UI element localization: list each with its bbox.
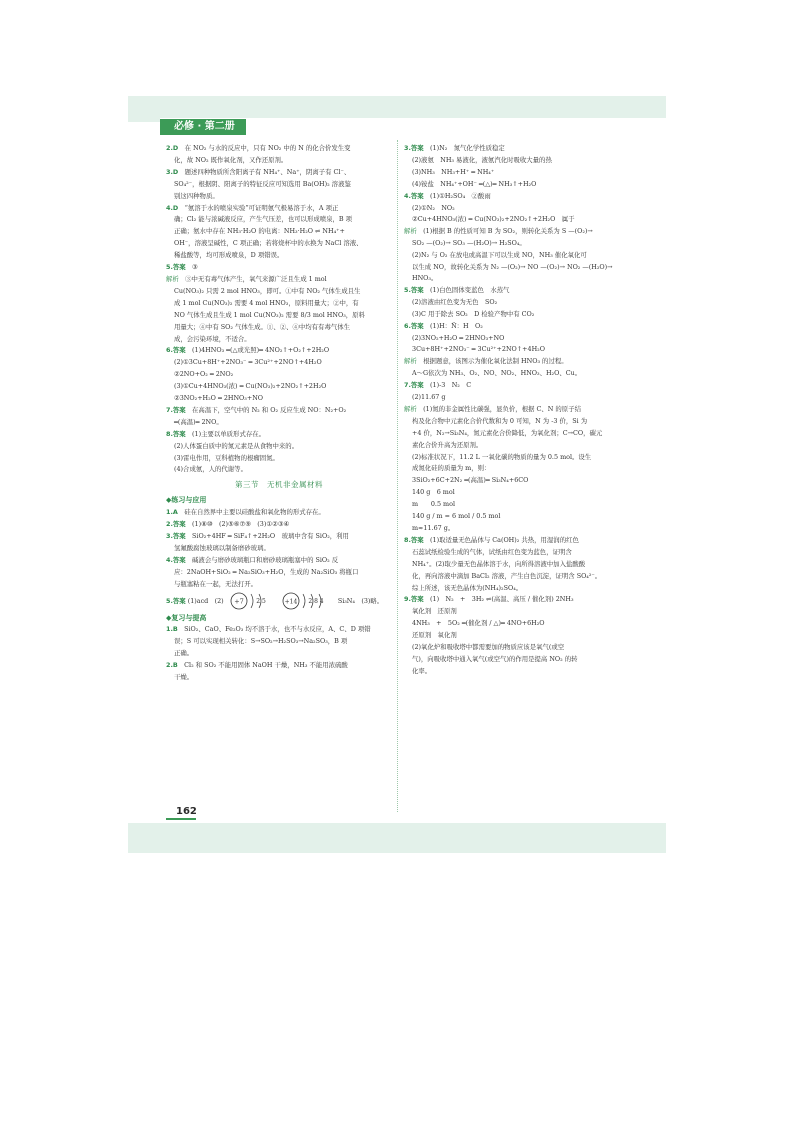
item-number: 解析 bbox=[404, 227, 424, 236]
answer-text: 干燥。 bbox=[174, 673, 194, 682]
answer-text: (1)-3 N₂ C bbox=[430, 381, 472, 390]
shell-electrons: 2 5 bbox=[255, 597, 266, 605]
answer-text: (2)液氨 NH₃ 易液化，液氨汽化时吸收大量的热 bbox=[412, 155, 552, 164]
answer-line bbox=[166, 579, 392, 590]
answer-text: SiO₂、CaO、Fe₂O₃ 均不溶于水，也不与水反应，A、C、D 项错 bbox=[184, 625, 371, 634]
answer-line bbox=[404, 262, 622, 284]
answer-text: 综上所述，该无色晶体为(NH₄)₂SO₄。 bbox=[412, 583, 523, 592]
answer-text: (1) N₂ + 3H₂ ⇌(高温、高压 / 催化剂) 2NH₃ bbox=[430, 595, 574, 604]
answer-line bbox=[166, 543, 392, 554]
answer-line bbox=[166, 429, 392, 440]
item-number: 8.答案 bbox=[404, 535, 431, 544]
answer-text: ②Cu+4HNO₃(浓) ═ Cu(NO₃)₂+2NO₂↑+2H₂O 属于 bbox=[412, 215, 575, 224]
answer-line bbox=[404, 594, 622, 605]
answer-line bbox=[166, 393, 392, 404]
answer-line bbox=[166, 519, 392, 530]
answer-text: 成氮化硅的质量为 m，则： bbox=[412, 464, 491, 473]
answer-line bbox=[404, 499, 622, 510]
answer-text: (2)11.67 g bbox=[412, 393, 446, 402]
answer-text: 4NH₃ + 5O₂ ═(催化剂 / △)═ 4NO+6H₂O bbox=[412, 619, 545, 628]
answer-text: ③ bbox=[192, 263, 198, 272]
answer-line bbox=[404, 630, 622, 641]
answer-line bbox=[166, 381, 392, 392]
item-number: 2.B bbox=[166, 661, 185, 670]
answer-line bbox=[166, 453, 392, 464]
answer-line bbox=[404, 250, 622, 261]
answer-line bbox=[166, 155, 392, 166]
answer-text: 成，会污染环境，不适合。 bbox=[174, 334, 251, 343]
answer-line bbox=[404, 452, 622, 463]
item-number: 解析 bbox=[404, 357, 424, 366]
shell-electrons: 2 8 4 bbox=[308, 597, 324, 605]
answer-line bbox=[404, 309, 622, 320]
answer-text: SO₂ —(O₂)→ SO₃ —(H₂O)→ H₂SO₄。 bbox=[412, 239, 526, 248]
answer-line bbox=[404, 143, 622, 154]
answer-line bbox=[166, 369, 392, 380]
sub-heading-review: ◆复习与提高 bbox=[166, 613, 207, 622]
answer-text: 确；Cl₂ 能与浓碱液反应，产生气压差，也可以形成喷泉，B 项 bbox=[174, 215, 353, 224]
answer-line bbox=[166, 310, 392, 321]
answer-text: 140 g 6 mol bbox=[412, 488, 455, 497]
answer-line bbox=[404, 571, 622, 582]
answer-text: (1)H：N̈：H O₂ bbox=[430, 321, 483, 330]
answer-line bbox=[404, 475, 622, 486]
answer-line bbox=[404, 368, 622, 379]
answer-line bbox=[404, 654, 622, 665]
answer-item bbox=[166, 345, 392, 404]
answer-item bbox=[166, 531, 392, 554]
answer-text: 用量大；④中有 SO₂ 气体生成。①、②、④中均有有毒气体生 bbox=[174, 322, 351, 331]
answer-text: (3)NH₃ NH₃+H⁺ ═ NH₄⁺ bbox=[412, 167, 495, 176]
answer-text: 化，故 NO₂ 既作氧化剂，又作还原剂。 bbox=[174, 155, 288, 164]
answer-line bbox=[404, 440, 622, 451]
answer-line bbox=[166, 555, 392, 566]
answer-line bbox=[166, 405, 392, 416]
answer-line bbox=[404, 606, 622, 617]
answer-item bbox=[166, 203, 392, 262]
answer-text: (1)4HNO₃ ═(△或光照)═ 4NO₂↑+O₂↑+2H₂O bbox=[192, 346, 330, 355]
answer-text: Cl₂ 和 SO₂ 不能用固体 NaOH 干燥，NH₃ 不能用浓硫酸 bbox=[184, 661, 348, 670]
answer-line bbox=[166, 648, 392, 659]
answer-text: (2)3NO₂+H₂O ═ 2HNO₃+NO bbox=[412, 333, 505, 342]
answer-line bbox=[166, 507, 392, 518]
answer-item bbox=[166, 262, 392, 273]
answer-line bbox=[404, 392, 622, 403]
column-divider bbox=[397, 140, 398, 812]
answer-text: (1)N₂ 氮气化学性质稳定 bbox=[430, 144, 505, 152]
answer-line bbox=[166, 334, 392, 345]
answer-text: (1)氮的非金属性比碳强，显负价，根据 C、N 的原子结 bbox=[423, 404, 581, 413]
answer-item bbox=[404, 356, 622, 379]
answer-text: ③中无有毒气体产生，氧气来源广泛且生成 1 mol bbox=[185, 274, 327, 283]
answer-item bbox=[404, 191, 622, 226]
answer-line bbox=[166, 417, 392, 428]
item-5-part-b: Si₃N₄ (3)略。 bbox=[337, 596, 384, 605]
answer-text: 以生成 NO，故转化关系为 N₂ —(O₂)→ NO —(O₂)→ NO₂ —(H₂O)→ HNO₃。 bbox=[412, 263, 613, 282]
answer-text: 成 1 mol Cu(NO₃)₂ 需要 4 mol HNO₃，原料用量大；②中，有 bbox=[174, 298, 359, 307]
item-number: 2.答案 bbox=[166, 520, 193, 529]
answer-text: 构及化合物中元素化合价代数和为 0 可知，N 为 -3 价，Si 为 bbox=[412, 416, 588, 425]
answer-line bbox=[166, 286, 392, 297]
answer-line bbox=[404, 547, 622, 558]
item-number: 5.答案 bbox=[166, 596, 186, 605]
answer-line bbox=[404, 583, 622, 594]
answer-text: 误；S 可以实现相关转化：S→SO₂→H₂SO₃→Na₂SO₃，B 项 bbox=[174, 637, 348, 646]
answer-text: 3SiO₂+6C+2N₂ ═(高温)═ Si₃N₄+6CO bbox=[412, 476, 529, 485]
answer-item bbox=[166, 624, 392, 659]
answer-text: 应：2NaOH+SiO₂ ═ Na₂SiO₃+H₂O，生成的 Na₂SiO₃ 将瓶口 bbox=[174, 567, 359, 576]
answer-item bbox=[166, 660, 392, 683]
answer-text: (2)氧化炉和吸收塔中都需要加的物质应该是氧气(或空 bbox=[412, 643, 565, 652]
answer-text: 还原剂 氧化剂 bbox=[412, 631, 457, 640]
answer-line bbox=[404, 559, 622, 570]
answer-line bbox=[404, 238, 622, 249]
answer-line bbox=[166, 636, 392, 647]
answer-text: 硅在自然界中主要以硅酸盐和氧化物的形式存在。 bbox=[184, 508, 325, 517]
answer-line bbox=[166, 250, 392, 261]
answer-text: Cu(NO₃)₂ 只需 2 mol HNO₃，即可。①中有 NO₂ 气体生成且生 bbox=[174, 286, 361, 295]
answer-text: +4 价，N₂→Si₃N₄，氮元素化合价降低，为氧化剂；C→CO，碳元 bbox=[412, 428, 603, 437]
answer-line bbox=[404, 203, 622, 214]
answer-text: (4)铵盐 NH₄⁺+OH⁻ ═(△)═ NH₃↑+H₂O bbox=[412, 179, 537, 188]
answer-text: 化率。 bbox=[412, 666, 432, 675]
page-number-underline bbox=[166, 818, 196, 820]
answer-text: (2)①3Cu+8H⁺+2NO₃⁻ ═ 3Cu²⁺+2NO↑+4H₂O bbox=[174, 358, 322, 367]
answer-line bbox=[166, 660, 392, 671]
answer-line bbox=[404, 666, 622, 677]
answer-text: 别这四种物质。 bbox=[174, 191, 219, 200]
item-number: 1.A bbox=[166, 508, 185, 517]
answer-line bbox=[166, 238, 392, 249]
answer-text: (3)雷电作用，豆科植物的根瘤固氮。 bbox=[174, 453, 279, 462]
answer-text: 石蕊试纸检验生成的气体，试纸由红色变为蓝色，证明含 bbox=[412, 547, 572, 556]
answer-line bbox=[404, 167, 622, 178]
answer-line bbox=[404, 179, 622, 190]
page-number: 162 bbox=[176, 806, 197, 817]
answer-text: 氢氟酸腐蚀玻璃以制备磨砂玻璃。 bbox=[174, 543, 270, 552]
item-number: 8.答案 bbox=[166, 429, 193, 438]
answer-line bbox=[166, 624, 392, 635]
answer-line bbox=[166, 531, 392, 542]
answer-line bbox=[166, 191, 392, 202]
answer-text: 正确。 bbox=[174, 649, 194, 658]
answer-item bbox=[404, 226, 622, 284]
silicon-atom-diagram bbox=[281, 591, 333, 611]
answer-line bbox=[404, 285, 622, 296]
answer-text: (1)取适量无色晶体与 Ca(OH)₂ 共热，用湿润的红色 bbox=[430, 535, 579, 544]
answer-line bbox=[166, 672, 392, 683]
answer-line bbox=[404, 333, 622, 344]
item-number: 4.答案 bbox=[404, 191, 431, 200]
answer-line bbox=[404, 428, 622, 439]
answer-text: (1)①H₂SO₄ ②酸雨 bbox=[430, 191, 491, 200]
item-number: 解析 bbox=[404, 404, 424, 413]
answer-line bbox=[166, 274, 392, 285]
answer-text: 3Cu+8H⁺+2NO₃⁻ ═ 3Cu²⁺+2NO↑+4H₂O bbox=[412, 345, 545, 354]
answer-line bbox=[404, 642, 622, 653]
right-items bbox=[404, 143, 622, 677]
answer-item bbox=[166, 274, 392, 344]
answer-text: 与瓶塞粘在一起，无法打开。 bbox=[174, 579, 258, 588]
item-number: 7.答案 bbox=[166, 405, 193, 414]
answer-item bbox=[404, 594, 622, 676]
answer-text: 140 g / m = 6 mol / 0.5 mol bbox=[412, 512, 501, 521]
shell-arc bbox=[303, 594, 305, 608]
answer-text: 碱液会与磨砂玻璃瓶口和磨砂玻璃瓶塞中的 SiO₂ 反 bbox=[192, 555, 339, 564]
answer-line bbox=[166, 441, 392, 452]
left-column bbox=[166, 143, 392, 684]
answer-text: (4)合成氨，人的代谢等。 bbox=[174, 465, 247, 474]
item-number: 3.答案 bbox=[166, 532, 193, 540]
answer-text: m 0.5 mol bbox=[412, 500, 455, 509]
answer-line bbox=[166, 179, 392, 190]
answer-line bbox=[166, 298, 392, 309]
answer-item bbox=[404, 380, 622, 403]
answer-line bbox=[166, 143, 392, 154]
left-items-c bbox=[166, 624, 392, 683]
section-title: 第三节 无机非金属材料 bbox=[235, 480, 323, 490]
shell-arc bbox=[251, 594, 253, 608]
item-number: 5.答案 bbox=[166, 263, 193, 272]
answer-item bbox=[404, 143, 622, 190]
answer-line bbox=[166, 567, 392, 578]
answer-item bbox=[166, 167, 392, 202]
answer-text: (1)根据 B 的性质可知 B 为 SO₂，则转化关系为 S —(O₂)→ bbox=[423, 227, 593, 236]
answer-text: 氧化剂 还原剂 bbox=[412, 607, 457, 616]
item-number: 4.答案 bbox=[166, 555, 193, 564]
item-number: 解析 bbox=[166, 274, 186, 283]
answer-line bbox=[166, 214, 392, 225]
answer-text: 在 NO₂ 与水的反应中，只有 NO₂ 中的 N 的化合价发生变 bbox=[184, 144, 351, 152]
nitrogen-atom-diagram bbox=[229, 591, 273, 611]
answer-line bbox=[166, 203, 392, 214]
answer-line bbox=[166, 357, 392, 368]
bottom-band bbox=[128, 823, 666, 853]
answer-line bbox=[404, 487, 622, 498]
answer-text: (1)⑧⑩ (2)⑤⑥⑦⑨ (3)①②③④ bbox=[192, 520, 290, 529]
item-number: 4.D bbox=[166, 203, 185, 212]
left-items-b bbox=[166, 507, 392, 589]
header-tab: 必修 · 第二册 bbox=[160, 119, 246, 135]
answer-text: (2)①N₂ NO₂ bbox=[412, 203, 455, 212]
answer-text: (3)①Cu+4HNO₃(浓) ═ Cu(NO₃)₂+2NO₂↑+2H₂O bbox=[174, 382, 327, 391]
answer-text: 稀盐酸等，均可形成喷泉，D 项错误。 bbox=[174, 251, 284, 260]
answer-text: OH⁻，溶液呈碱性，C 项正确；若将烧杯中的水换为 NaCl 溶液、 bbox=[174, 239, 363, 248]
answer-item bbox=[404, 535, 622, 594]
answer-text: “氨溶于水的喷泉实验”可证明氨气极易溶于水，A 项正 bbox=[184, 203, 339, 212]
answer-text: (2)N₂ 与 O₂ 在放电或高温下可以生成 NO，NH₃ 催化氧化可 bbox=[412, 251, 587, 260]
nucleus-charge: +14 bbox=[284, 598, 298, 606]
answer-text: 正确；氨水中存在 NH₃·H₂O 的电离：NH₃·H₂O ⇌ NH₄⁺+ bbox=[174, 227, 345, 236]
answer-text: (1)白色固体变蓝色 水蒸气 bbox=[430, 285, 510, 294]
answer-line bbox=[166, 167, 392, 178]
answer-line bbox=[404, 380, 622, 391]
answer-text: A～G依次为 NH₃、O₂、NO、NO₂、HNO₃、H₂O、Cu。 bbox=[412, 369, 582, 378]
item-number: 7.答案 bbox=[404, 381, 431, 390]
answer-text: m≈11.67 g。 bbox=[412, 524, 455, 532]
answer-text: ②3NO₂+H₂O ═ 2HNO₃+NO bbox=[174, 394, 264, 403]
answer-text: ②2NO+O₂ ═ 2NO₂ bbox=[174, 370, 234, 379]
answer-text: (2)标准状况下，11.2 L 一氧化碳的物质的量为 0.5 mol。设生 bbox=[412, 452, 592, 461]
item-5-part-a: (1)acd (2) bbox=[187, 596, 224, 605]
item-number: 1.B bbox=[166, 625, 185, 634]
right-column bbox=[404, 143, 622, 678]
answer-item bbox=[166, 519, 392, 530]
answer-line bbox=[404, 297, 622, 308]
answer-line bbox=[166, 226, 392, 237]
nucleus-charge: +7 bbox=[233, 597, 244, 606]
answer-text: 化，再向溶液中滴加 BaCl₂ 溶液，产生白色沉淀，证明含 SO₄²⁻。 bbox=[412, 571, 602, 580]
answer-text: NO 气体生成且生成 1 mol Cu(NO₃)₂ 需要 8/3 mol HNO₃，原料 bbox=[174, 310, 365, 319]
answer-text: SiO₂+4HF ═ SiF₄↑+2H₂O 玻璃中含有 SiO₂，利用 bbox=[192, 532, 349, 540]
left-items-a bbox=[166, 143, 392, 475]
answer-item bbox=[166, 143, 392, 166]
answer-item bbox=[166, 555, 392, 590]
answer-line bbox=[404, 356, 622, 367]
answer-text: SO₄²⁻，根据阴、阳离子的特征反应可知选用 Ba(OH)₂ 溶液鉴 bbox=[174, 179, 351, 188]
answer-item bbox=[404, 285, 622, 320]
answer-item bbox=[166, 507, 392, 518]
answer-line bbox=[404, 321, 622, 332]
answer-item bbox=[166, 429, 392, 476]
answer-text: (1)主要以单质形式存在。 bbox=[192, 429, 266, 438]
item-5-answer bbox=[166, 591, 392, 611]
item-number: 3.D bbox=[166, 167, 185, 176]
answer-item bbox=[166, 405, 392, 428]
answer-text: 题述四种物质所含阳离子有 NH₄⁺、Na⁺，阴离子有 Cl⁻、 bbox=[184, 167, 351, 176]
answer-text: (3)C 用于除去 SO₂ D 检验产物中有 CO₂ bbox=[412, 309, 535, 318]
answer-text: 根据题意，该图示为催化氧化法制 HNO₃ 的过程。 bbox=[423, 357, 568, 366]
answer-line bbox=[404, 155, 622, 166]
answer-text: 气)，向吸收塔中通入氧气(或空气)的作用是提高 NO₂ 的转 bbox=[412, 654, 578, 663]
answer-line bbox=[404, 618, 622, 629]
answer-line bbox=[404, 463, 622, 474]
answer-text: (2)人体蛋白质中的氮元素是从食物中来的。 bbox=[174, 441, 299, 450]
answer-item bbox=[404, 404, 622, 534]
answer-text: ═(高温)═ 2NO。 bbox=[174, 417, 223, 426]
answer-text: 在高温下，空气中的 N₂ 和 O₂ 反应生成 NO：N₂+O₂ bbox=[192, 405, 347, 414]
answer-line bbox=[404, 416, 622, 427]
answer-line bbox=[404, 511, 622, 522]
answer-text: (2)溶液由红色变为无色 SO₂ bbox=[412, 297, 498, 306]
item-number: 6.答案 bbox=[404, 321, 431, 330]
answer-text: NH₄⁺。(2)取少量无色晶体溶于水，向所得溶液中加入盐酸酸 bbox=[412, 559, 586, 568]
item-number: 9.答案 bbox=[404, 595, 431, 604]
answer-line bbox=[404, 523, 622, 534]
answer-line bbox=[404, 191, 622, 202]
answer-item bbox=[404, 321, 622, 356]
answer-line bbox=[166, 322, 392, 333]
answer-line bbox=[404, 404, 622, 415]
answer-line bbox=[404, 214, 622, 225]
item-number: 5.答案 bbox=[404, 285, 431, 294]
answer-line bbox=[404, 226, 622, 237]
answer-line bbox=[166, 262, 392, 273]
item-number: 3.答案 bbox=[404, 144, 431, 152]
answer-line bbox=[404, 535, 622, 546]
answer-text: 素化合价升高为还原剂。 bbox=[412, 440, 483, 449]
answer-line bbox=[404, 344, 622, 355]
answer-line bbox=[166, 464, 392, 475]
item-number: 6.答案 bbox=[166, 346, 193, 355]
item-number: 2.D bbox=[166, 144, 185, 152]
sub-heading-practice: ◆练习与应用 bbox=[166, 496, 207, 505]
answer-line bbox=[166, 345, 392, 356]
